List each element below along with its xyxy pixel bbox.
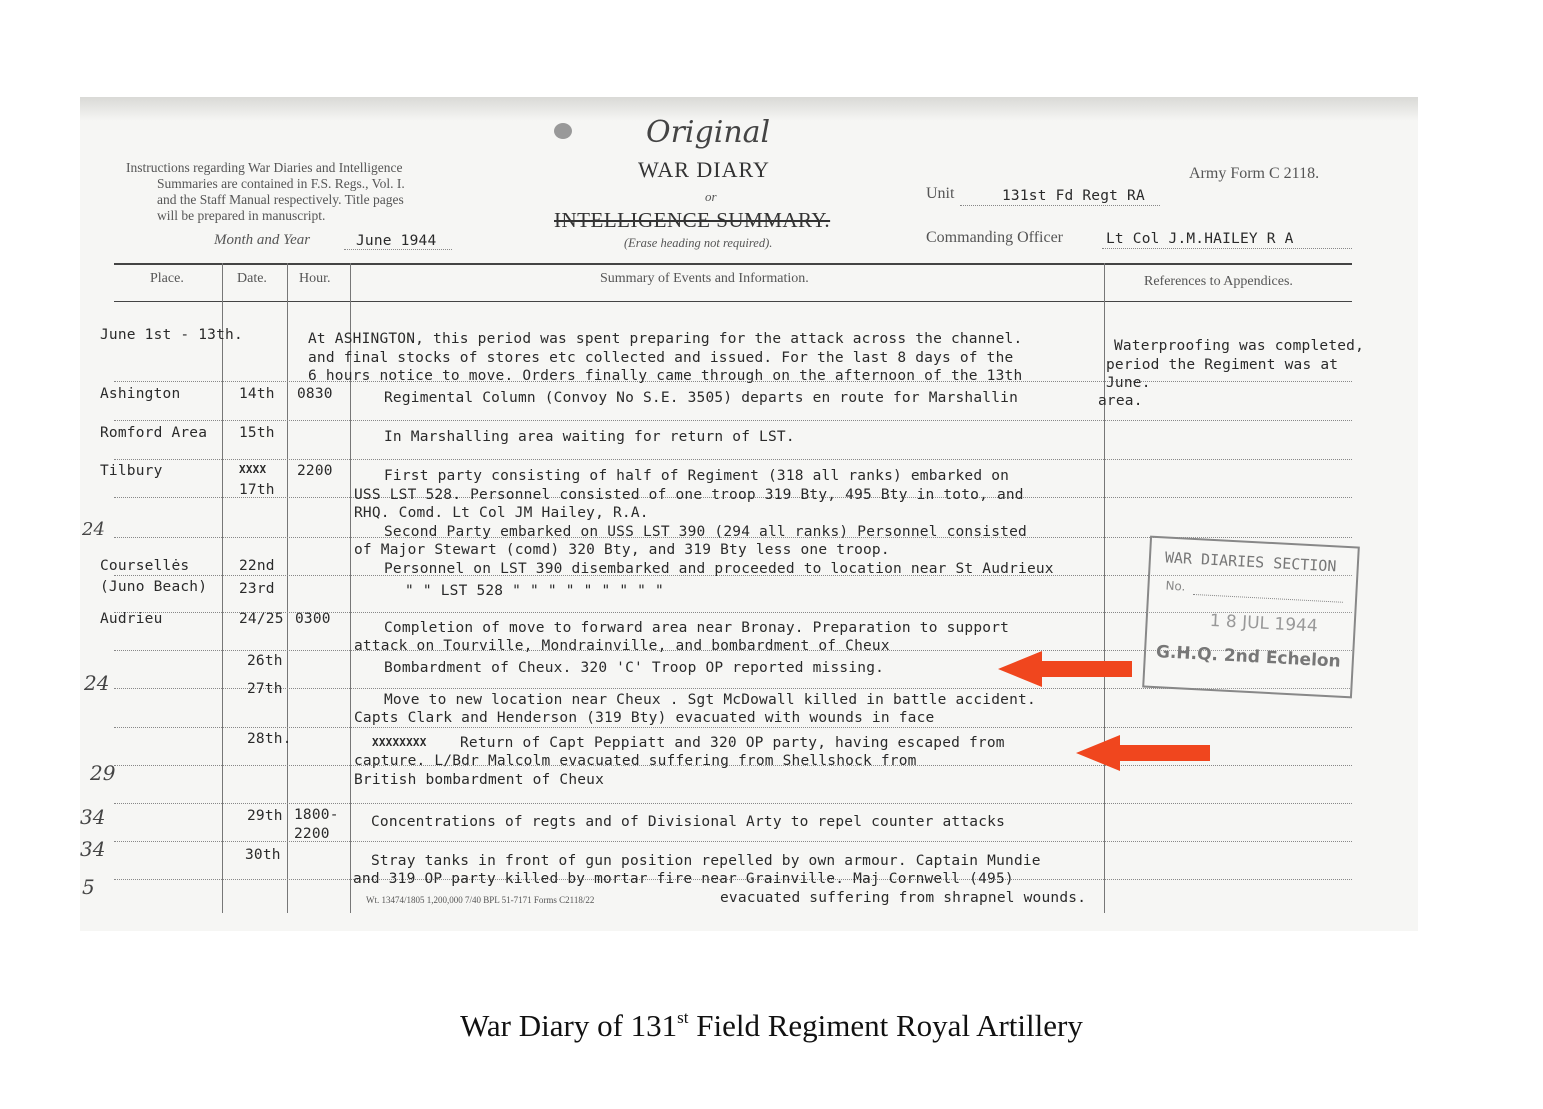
row-rule [114, 727, 1352, 728]
reference-text: area. [1098, 393, 1143, 409]
stamp-office: G.H.Q. 2nd Echelon [1155, 642, 1342, 672]
margin-note: 29 [90, 761, 116, 785]
entry-date: 24/25 [239, 611, 284, 627]
caption-text: War Diary of 131 [460, 1008, 678, 1043]
entry-text: First party consisting of half of Regiment (318 all ranks) embarked on [384, 468, 1010, 484]
entry-date-june-1-13: June 1st - 13th. [100, 327, 243, 343]
entry-text: Stray tanks in front of gun position repelled by own armour. Captain Mundie [371, 853, 1041, 869]
stamp-number-rule [1193, 594, 1343, 603]
row-rule [114, 420, 1352, 421]
entry-place: Audrieu [100, 611, 163, 627]
entry-place: Coursellės [100, 558, 190, 574]
or-text: or [705, 189, 717, 204]
commanding-officer-label: Commanding Officer [926, 229, 1064, 246]
entry-date: 28th. [247, 731, 292, 747]
instructions-line-1: Instructions regarding War Diaries and Intelligence [126, 160, 403, 175]
entry-place: Romford Area [100, 425, 208, 441]
entry-date: 30th [245, 847, 281, 863]
entry-hour: 2200 [297, 463, 333, 479]
entry-text: evacuated suffering from shrapnel wounds. [720, 890, 1087, 906]
stamp-number-label: No. [1165, 578, 1186, 594]
entry-text: and 319 OP party killed by mortar fire near Grainville. Maj Cornwell (495) [353, 871, 1014, 887]
entry-text: Bombardment of Cheux. 320 'C' Troop OP reported missing. [384, 660, 885, 676]
entry-place: Ashington [100, 386, 181, 402]
entry-text: " " LST 528 " " " " " " " " " [405, 583, 664, 599]
instructions-line-4: will be prepared in manuscript. [157, 208, 326, 223]
entry-date-struck: XXXX [239, 463, 267, 476]
entry-text: Regimental Column (Convoy No S.E. 3505) departs en route for Marshallin [384, 390, 1019, 406]
month-year-rule [344, 249, 452, 250]
column-header-references: References to Appendices. [1144, 274, 1293, 289]
margin-note: 24 [84, 671, 110, 695]
margin-note: 5 [82, 875, 95, 899]
war-diary-title: WAR DIARY [638, 157, 770, 182]
row-rule [114, 459, 1352, 460]
entry-text-struck: XXXXXXXX [372, 736, 427, 749]
month-year-value: June 1944 [356, 233, 437, 249]
entry-hour: 0830 [297, 386, 333, 402]
entry-text: attack on Tourville, Mondrainville, and bombardment of Cheux [354, 638, 890, 654]
war-diaries-section-stamp [1142, 536, 1360, 699]
unit-label: Unit [926, 185, 955, 202]
entry-text: Capts Clark and Henderson (319 Bty) evacuated with wounds in face [354, 710, 935, 726]
month-year-label: Month and Year [214, 232, 311, 248]
header-top-rule [114, 263, 1352, 265]
figure-caption [0, 1008, 1543, 1044]
caption-superscript: st [677, 1008, 689, 1027]
entry-text: USS LST 528. Personnel consisted of one troop 319 Bty, 495 Bty in toto, and [354, 487, 1024, 503]
entry-place: (Juno Beach) [100, 579, 208, 595]
instructions-line-2: Summaries are contained in F.S. Regs., Vol. I. [157, 176, 405, 191]
entry-text: and final stocks of stores etc collected and issued. For the last 8 days of the [308, 350, 1014, 366]
entry-text: Move to new location near Cheux . Sgt McDowall killed in battle accident. [384, 692, 1036, 708]
entry-date: 29th [247, 808, 283, 824]
entry-text: Second Party embarked on USS LST 390 (294 all ranks) Personnel consisted [384, 524, 1027, 540]
intelligence-summary-struck: INTELLIGENCE SUMMARY. [554, 208, 831, 232]
unit-rule [960, 205, 1160, 206]
entry-text: In Marshalling area waiting for return of LST. [384, 429, 795, 445]
entry-date: 14th [239, 386, 275, 402]
margin-note: 34 [80, 837, 106, 861]
reference-text: June. [1106, 375, 1151, 391]
column-header-place: Place. [150, 271, 184, 286]
entry-date: 26th [247, 653, 283, 669]
commanding-officer-value: Lt Col J.M.HAILEY R A [1106, 231, 1294, 247]
entry-text: Personnel on LST 390 disembarked and proceeded to location near St Audrieux [384, 561, 1054, 577]
entry-text: Return of Capt Peppiatt and 320 OP party, having escaped from [460, 735, 1005, 751]
header-bottom-rule [114, 301, 1352, 302]
entry-hour: 2200 [294, 826, 330, 842]
entry-text: Completion of move to forward area near Bronay. Preparation to support [384, 620, 1010, 636]
entry-date: 22nd [239, 558, 275, 574]
print-reference: Wt. 13474/1805 1,200,000 7/40 BPL 51-7171 Forms C2118/22 [366, 895, 595, 905]
entry-date: 17th [239, 482, 275, 498]
red-arrow-icon [998, 649, 1134, 689]
erase-heading-note: (Erase heading not required). [624, 236, 773, 250]
entry-text: capture. L/Bdr Malcolm evacuated suffering from Shellshock from [354, 753, 917, 769]
column-rule-date [222, 263, 223, 913]
entry-text: Concentrations of regts and of Divisional Arty to repel counter attacks [371, 814, 1006, 830]
entry-text: At ASHINGTON, this period was spent preparing for the attack across the channel. [308, 331, 1023, 347]
column-header-summary: Summary of Events and Information. [600, 271, 809, 286]
war-diary-page [80, 97, 1418, 931]
hole-punch [554, 123, 572, 139]
entry-date: 15th [239, 425, 275, 441]
column-rule-hour [287, 263, 288, 913]
caption-text-end: Field Regiment Royal Artillery [688, 1008, 1083, 1043]
entry-date: 27th [247, 681, 283, 697]
commanding-officer-rule [1102, 248, 1352, 249]
army-form-number: Army Form C 2118. [1189, 165, 1320, 182]
margin-note: 24 [82, 519, 105, 540]
entry-hour: 0300 [295, 611, 331, 627]
entry-hour: 1800- [294, 807, 339, 823]
row-rule [114, 803, 1352, 804]
entry-text: RHQ. Comd. Lt Col JM Hailey, R.A. [354, 505, 649, 521]
entry-text: British bombardment of Cheux [354, 772, 605, 788]
instructions-line-3: and the Staff Manual respectively. Title pages [157, 192, 404, 207]
column-rule-references [1104, 263, 1105, 913]
entry-text: 6 hours notice to move. Orders finally came through on the afternoon of the 13th [308, 368, 1023, 384]
column-header-hour: Hour. [299, 271, 331, 286]
reference-text: period the Regiment was at [1106, 357, 1339, 373]
column-header-date: Date. [237, 271, 267, 286]
red-arrow-icon [1076, 733, 1212, 773]
original-handwritten-note: Original [646, 115, 771, 150]
stamp-date: 1 8 JUL 1944 [1209, 610, 1319, 637]
margin-note: 34 [80, 805, 106, 829]
unit-value: 131st Fd Regt RA [1002, 188, 1145, 204]
entry-place: Tilbury [100, 463, 163, 479]
entry-date: 23rd [239, 581, 275, 597]
reference-text: Waterproofing was completed, [1114, 338, 1365, 354]
stamp-title: WAR DIARIES SECTION [1164, 548, 1337, 576]
entry-text: of Major Stewart (comd) 320 Bty, and 319 Bty less one troop. [354, 542, 890, 558]
